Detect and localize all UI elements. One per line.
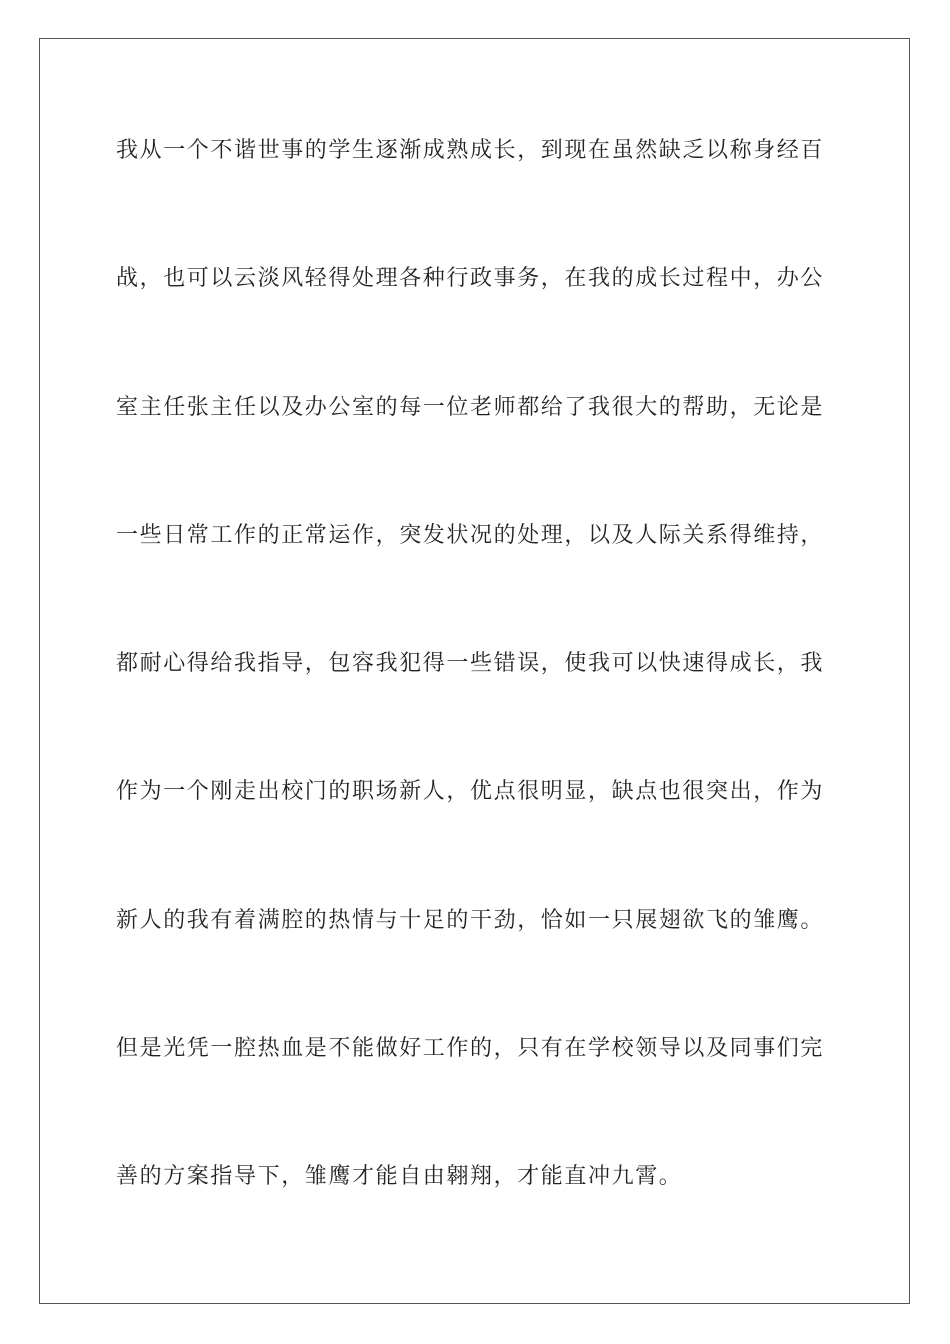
text-line: 战，也可以云淡风轻得处理各种行政事务，在我的成长过程中，办公 [116, 266, 825, 292]
text-line: 我从一个不谐世事的学生逐渐成熟成长，到现在虽然缺乏以称身经百 [116, 138, 825, 163]
text-line: 作为一个刚走出校门的职场新人，优点很明显，缺点也很突出，作为 [116, 779, 825, 805]
text-line: 新人的我有着满腔的热情与十足的干劲，恰如一只展翅欲飞的雏鹰。 [116, 907, 825, 933]
text-line: 但是光凭一腔热血是不能做好工作的，只有在学校领导以及同事们完 [116, 1036, 825, 1062]
document-body [116, 128, 836, 1283]
text-line: 都耐心得给我指导，包容我犯得一些错误，使我可以快速得成长，我 [116, 651, 825, 677]
text-line: 室主任张主任以及办公室的每一位老师都给了我很大的帮助，无论是 [116, 394, 825, 420]
text-line: 一些日常工作的正常运作，突发状况的处理，以及人际关系得维持， [116, 522, 825, 548]
text-line: 善的方案指导下，雏鹰才能自由翱翔，才能直冲九霄。 [116, 1164, 683, 1190]
